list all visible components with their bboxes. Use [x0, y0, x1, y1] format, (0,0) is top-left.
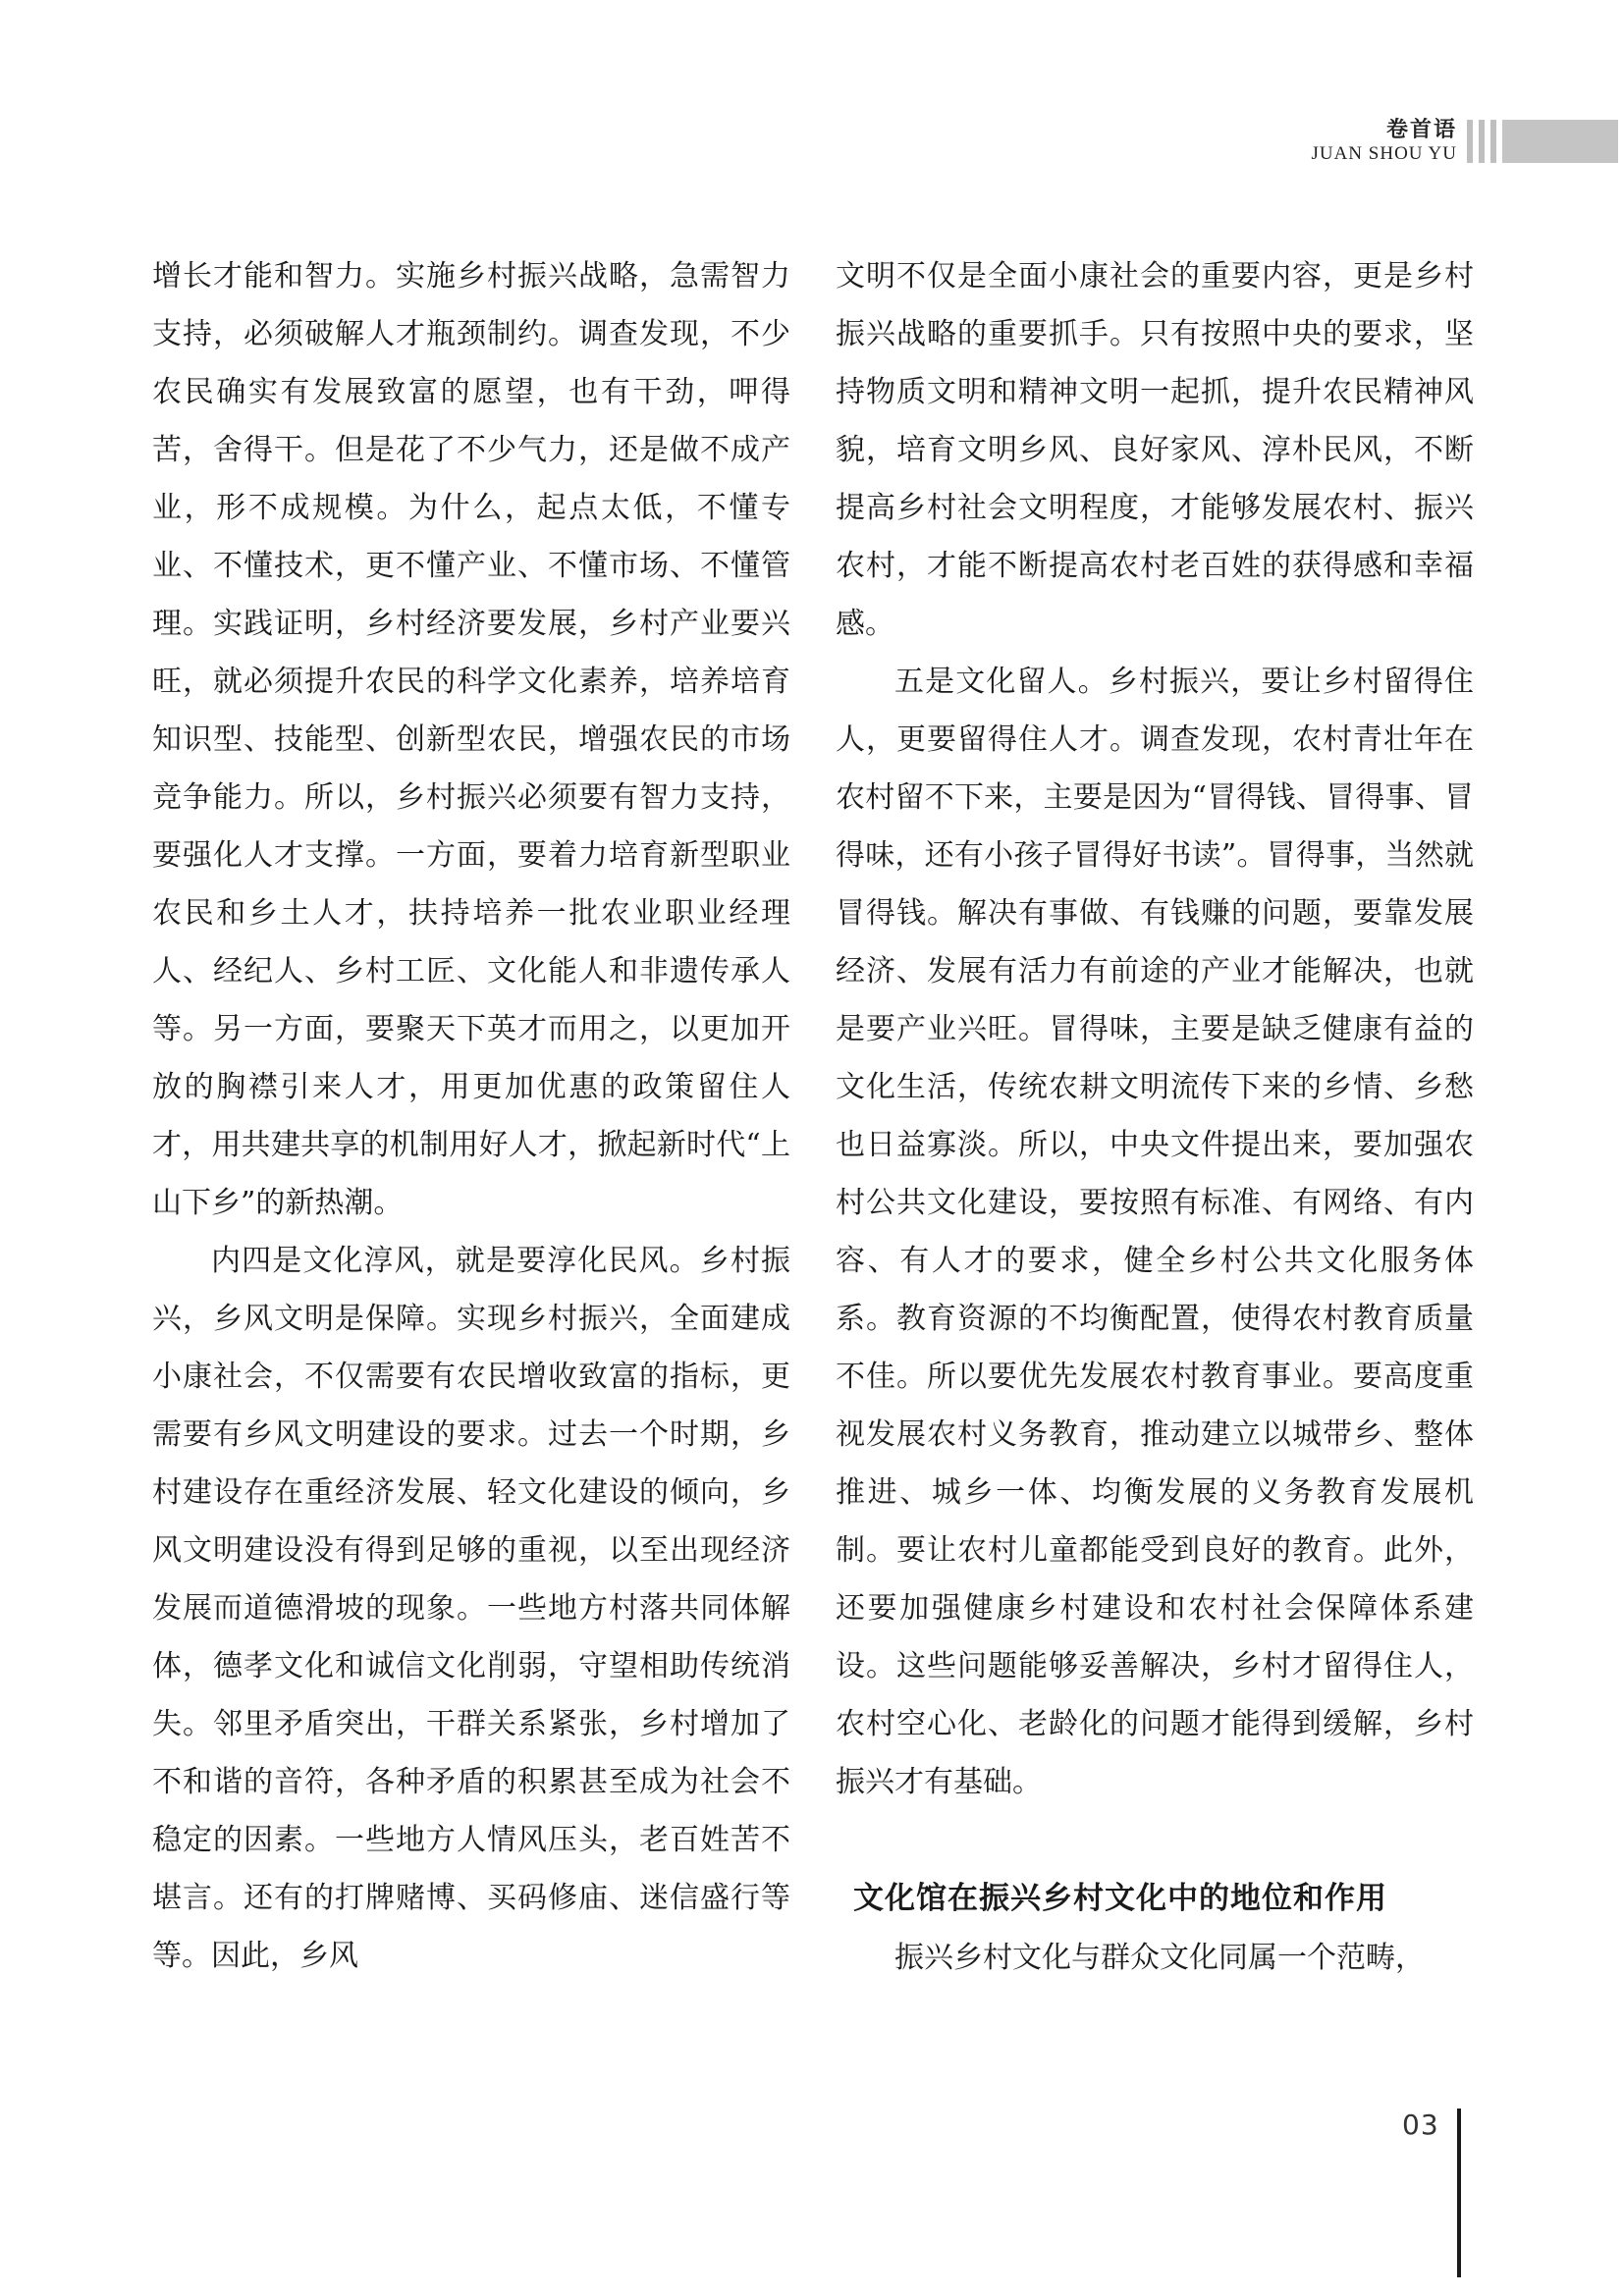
header-bar	[1479, 120, 1485, 163]
footer-rule	[1457, 2109, 1461, 2277]
section-heading: 文化馆在振兴乡村文化中的地位和作用	[853, 1881, 1387, 1916]
body-paragraph: 增长才能和智力。实施乡村振兴战略，急需智力支持，必须破解人才瓶颈制约。调查发现，不少农民确实有发展致富的愿望，也有干劲，呷得苦，舍得干。但是花了不少气力，还是做不成产业，形不成规模。为什么，起点太低，不懂专业、不懂技术，更不懂产业、不懂市场、不懂管理。实践证明，乡村经济要发展，乡村产业要兴旺，就必须提升农民的科学文化素养，培养培育知识型、技能型、创新型农民，增强农民的市场竞争能力。所以，乡村振兴必须要有智力支持，要强化人才支撑。一方面，要着力培育新型职业农民和乡土人才，扶持培养一批农业职业经理人、经纪人、乡村工匠、文化能人和非遗传承人等。另一方面，要聚天下英才而用之，以更加开放的胸襟引来人才，用更加优惠的政策留住人才，用共建共享的机制用好人才，掀起新时代“上山下乡”的新热潮。	[152, 259, 790, 1220]
header-decoration	[1467, 120, 1618, 163]
body-paragraph: 振兴乡村文化与群众文化同属一个范畴，	[894, 1941, 1425, 1975]
header-bar	[1490, 120, 1496, 163]
right-column	[836, 247, 1474, 1987]
body-paragraph: 内四是文化淳风，就是要淳化民风。乡村振兴，乡风文明是保障。实现乡村振兴，全面建成小康社会，不仅需要有农民增收致富的指标，更需要有乡风文明建设的要求。过去一个时期，乡村建设存在重经济发展、轻文化建设的倾向，乡风文明建设没有得到足够的重视，以至出现经济发展而道德滑坡的现象。一些地方村落共同体解体，德孝文化和诚信文化削弱，守望相助传统消失。邻里矛盾突出，干群关系紧张，乡村增加了不和谐的音符，各种矛盾的积累甚至成为社会不稳定的因素。一些地方人情风压头，老百姓苦不堪言。还有的打牌赌博、买码修庙、迷信盛行等等。因此，乡风	[152, 1244, 790, 1973]
body-paragraph: 文明不仅是全面小康社会的重要内容，更是乡村振兴战略的重要抓手。只有按照中央的要求，坚持物质文明和精神文明一起抓，提升农民精神风貌，培育文明乡风、良好家风、淳朴民风，不断提高乡村社会文明程度，才能够发展农村、振兴农村，才能不断提高农村老百姓的获得感和幸福感。	[836, 259, 1474, 641]
header-bar	[1467, 120, 1473, 163]
section-title-pinyin: JUAN SHOU YU	[1311, 143, 1457, 164]
page-number: 03	[1402, 2109, 1439, 2141]
header-block	[1502, 120, 1618, 163]
body-paragraph: 五是文化留人。乡村振兴，要让乡村留得住人，更要留得住人才。调查发现，农村青壮年在农村留不下来，主要是因为“冒得钱、冒得事、冒得味，还有小孩子冒得好书读”。冒得事，当然就冒得钱。解决有事做、有钱赚的问题，要靠发展经济、发展有活力有前途的产业才能解决，也就是要产业兴旺。冒得味，主要是缺乏健康有益的文化生活，传统农耕文明流传下来的乡情、乡愁也日益寡淡。所以，中央文件提出来，要加强农村公共文化建设，要按照有标准、有网络、有内容、有人才的要求，健全乡村公共文化服务体系。教育资源的不均衡配置，使得农村教育质量不佳。所以要优先发展农村教育事业。要高度重视发展农村义务教育，推动建立以城带乡、整体推进、城乡一体、均衡发展的义务教育发展机制。要让农村儿童都能受到良好的教育。此外，还要加强健康乡村建设和农村社会保障体系建设。这些问题能够妥善解决，乡村才留得住人，农村空心化、老龄化的问题才能得到缓解，乡村振兴才有基础。	[836, 665, 1474, 1799]
section-title-chinese: 卷首语	[1385, 117, 1457, 142]
left-column	[152, 247, 790, 1985]
